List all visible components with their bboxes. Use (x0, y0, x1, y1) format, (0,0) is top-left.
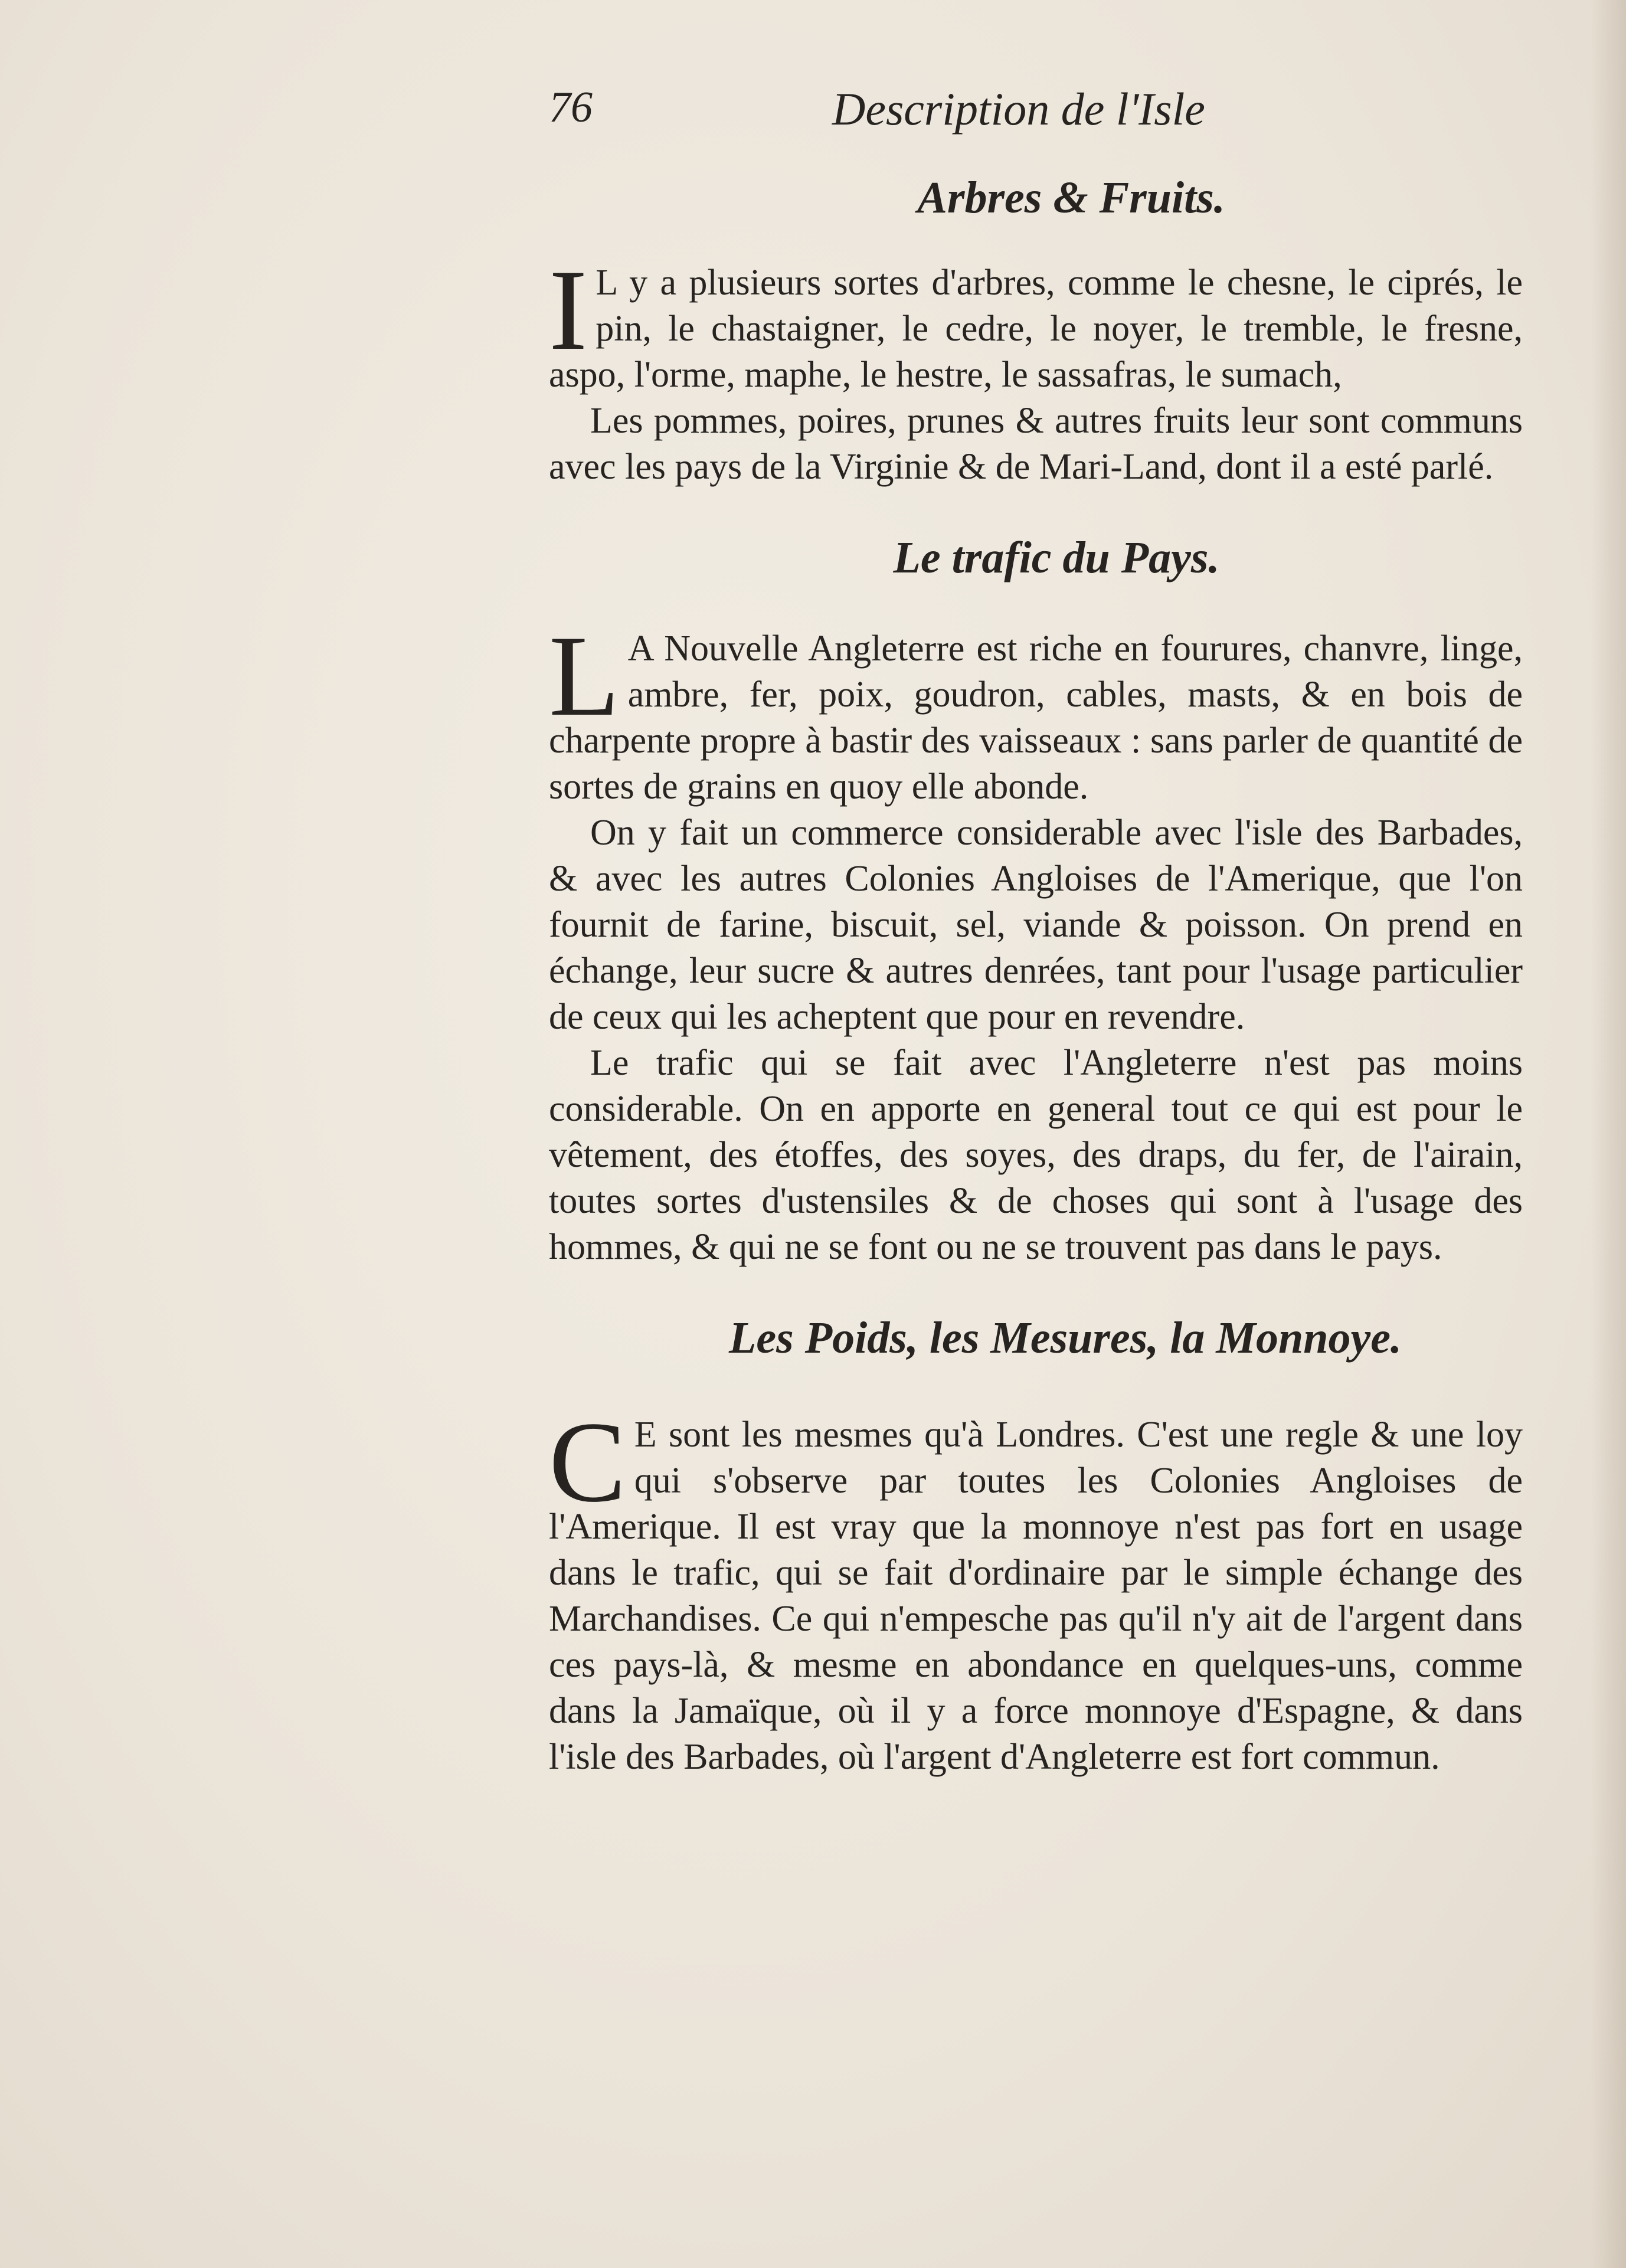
paragraph (549, 1398, 1523, 1780)
text-block (549, 71, 1523, 1780)
paragraph: On y fait un commerce considerable avec l'isle des Barbades, & avec les autres Colonies Angloises de l'Amerique, que l'on fournit de farine, biscuit, sel, viande & poisson. On prend en échange, leur sucre & autres denrées, tant pour l'usage particulier de ceux qui les acheptent que pour en revendre. (549, 813, 1523, 1037)
spine-shadow (1591, 0, 1626, 2268)
section-heading-weights: Les Poids, les Mesures, la Monnoye. (729, 1313, 1402, 1363)
page-number: 76 (549, 83, 593, 132)
drop-cap: C (549, 1398, 626, 1526)
paragraph (549, 612, 1523, 810)
paragraph-text: L y a plusieurs sortes d'arbres, comme le chesne, le ciprés, le pin, le chastaigner, le cedre, le noyer, le tremble, le fresne, aspo, l'orme, maphe, le hestre, le sassafras, le sumach, (549, 263, 1523, 395)
section-heading-trade: Le trafic du Pays. (893, 533, 1220, 582)
paragraph (549, 246, 1523, 398)
drop-cap: I (549, 246, 588, 374)
paragraph-text: A Nouvelle Angleterre est riche en fourures, chanvre, linge, ambre, fer, poix, goudron, cables, masts, & en bois de charpente propre à bastir des vaisseaux : sans parler de quantité de sortes de grains en quoy elle abonde. (549, 629, 1523, 807)
paragraph-text: E sont les mesmes qu'à Londres. C'est une regle & une loy qui s'observe par toutes les Colonies Angloises de l'Amerique. Il est vray que la monnoye n'est pas fort en usage dans le trafic, qui se fait d'ordinaire par le simple échange des Marchandises. Ce qui n'empesche pas qu'il n'y ait de l'argent dans ces pays-là, & mesme en abondance en quelques-uns, comme dans la Jamaïque, où il y a force monnoye d'Espagne, & dans l'isle des Barbades, où l'argent d'Angleterre est fort commun. (549, 1415, 1523, 1777)
running-title: Description de l'Isle (832, 83, 1205, 135)
paragraph: Le trafic qui se fait avec l'Angleterre n'est pas moins considerable. On en apporte en general tout ce qui est pour le vêtement, des étoffes, des soyes, des draps, du fer, de l'airain, toutes sortes d'ustensiles & de choses qui sont à l'usage des hommes, & qui ne se font ou ne se trouvent pas dans le pays. (549, 1043, 1523, 1267)
section-heading-trees: Arbres & Fruits. (917, 173, 1225, 222)
paragraph: Les pommes, poires, prunes & autres fruits leur sont communs avec les pays de la Virginie & de Mari-Land, dont il a esté parlé. (549, 401, 1523, 487)
drop-cap: L (549, 612, 620, 740)
running-head (549, 71, 1523, 159)
